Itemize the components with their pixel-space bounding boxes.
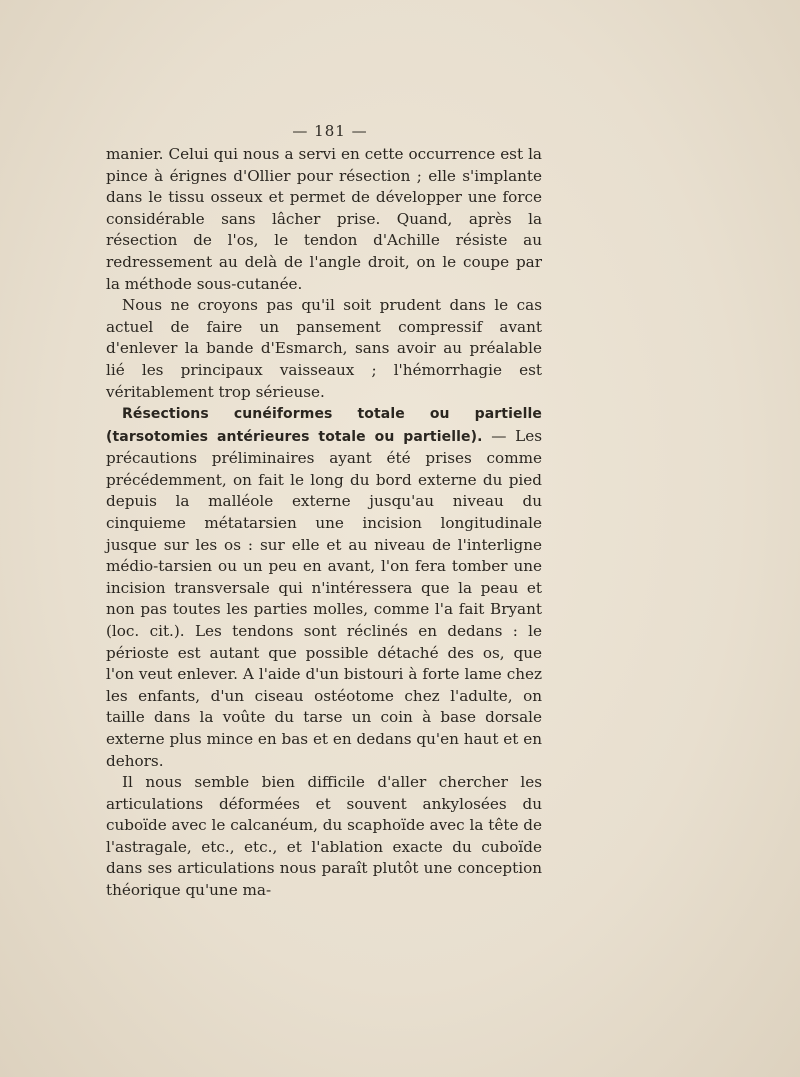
section-paragraph <box>106 403 542 772</box>
section-body: Les précautions préliminaires ayant été prises comme précédemment, on fait le long du bord externe du pied depuis la malléole externe jusqu'au niveau du cinquieme métatarsien une incision longitudinale jusque sur les os : sur elle et au niveau de l'interligne médio-tarsien ou un peu en avant, l'on fera tomber une incision transversale qui n'intéressera que la peau et non pas toutes les parties molles, comme l'a fait Bryant (loc. cit.). Les tendons sont réclinés en dedans : le périoste est autant que possible détaché des os, que l'on veut enlever. A l'aide d'un bistouri à forte lame chez les enfants, d'un ciseau ostéotome chez l'adulte, on taille dans la voûte du tarse un coin à base dorsale externe plus mince en bas et en dedans qu'en haut et en dehors. <box>106 426 543 770</box>
text-block-bottom <box>106 403 542 902</box>
text-block-top <box>106 144 542 403</box>
page-number: — 181 — <box>292 122 368 140</box>
section-heading-dash: — <box>482 426 516 445</box>
paragraph-continuation: manier. Celui qui nous a servi en cette occurrence est la pince à érignes d'Ollier pour résection ; elle s'implante dans le tissu osseux et permet de développer une force considérable sans lâcher prise. Quand, après la résection de l'os, le tendon d'Achille résiste au redressement au delà de l'angle droit, on le coupe par la méthode sous-cutanée. <box>106 145 542 293</box>
paragraph-articulations: Il nous semble bien difficile d'aller chercher les articulations déformées et souvent ankylosées du cuboïde avec le calcanéum, du scaphoïde avec la tête de l'astragale, etc., etc., et l'ablation exacte du cuboïde dans ses articulations nous paraît plutôt une conception théorique qu'une ma- <box>106 773 542 900</box>
paragraph-hemorrhage: Nous ne croyons pas qu'il soit prudent dans le cas actuel de faire un pansement compressif avant d'enlever la bande d'Esmarch, sans avoir au préalable lié les principaux vaisseaux ; l'hémorrhagie est véritablement trop sérieuse. <box>106 296 542 401</box>
section-heading: Résections cunéiformes totale ou partielle (tarsotomies antérieures totale ou partielle). <box>106 406 542 445</box>
